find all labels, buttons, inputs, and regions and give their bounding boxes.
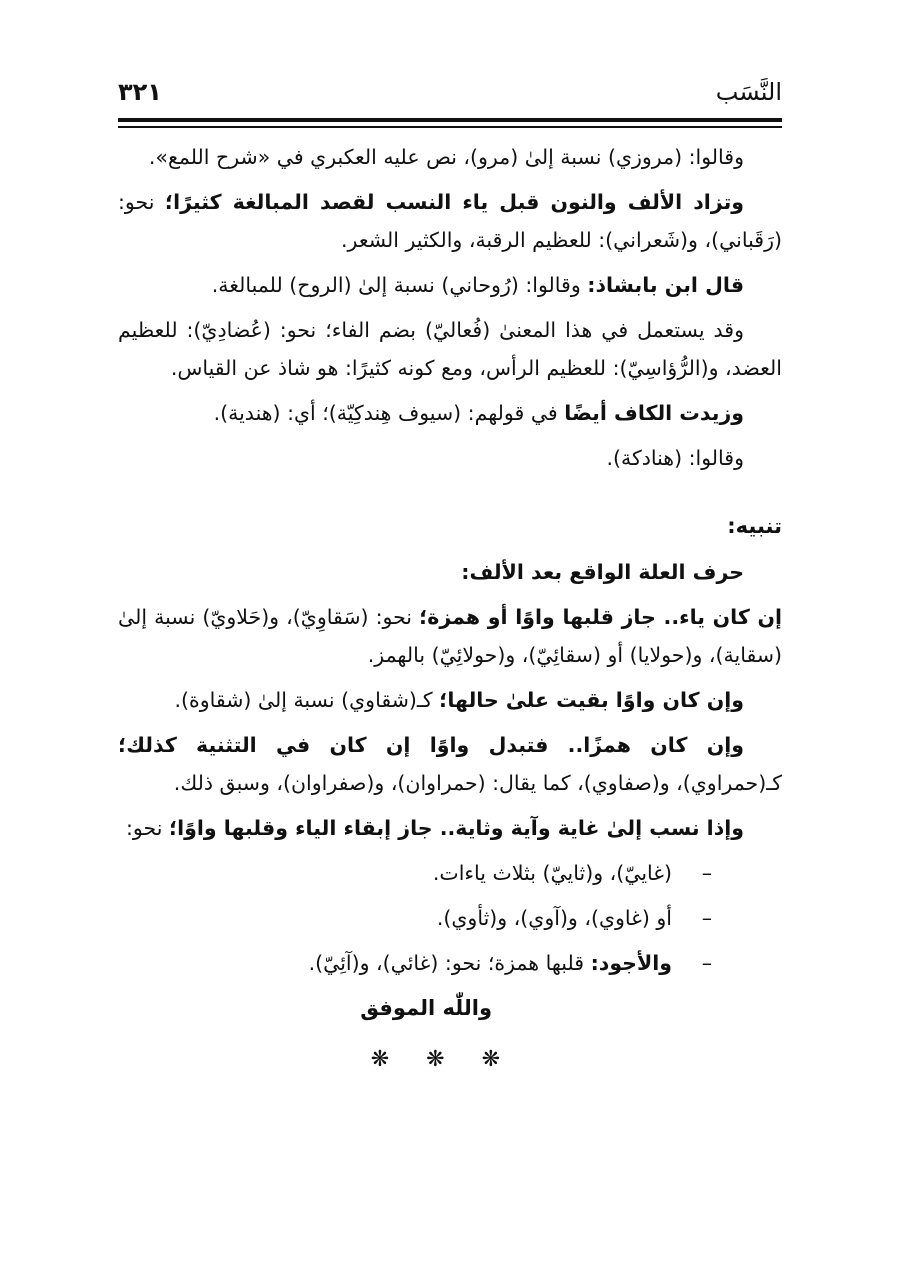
paragraph-text: كـ(شقاوي) نسبة إلىٰ (شقاوة). bbox=[174, 688, 440, 712]
closing-phrase: واللّٰه الموفق bbox=[360, 996, 492, 1020]
paragraph-text: وقد يستعمل في هذا المعنىٰ (فُعاليّ) بضم الفاء؛ نحو: (عُضادِيّ): للعظيم العضد، و(الرُّؤاسِيّ): للعظيم الرأس، ومع كونه كثيرًا: هو شاذ عن القياس. bbox=[118, 318, 782, 380]
list-item-lead: والأجود: bbox=[590, 951, 672, 975]
paragraph-if-waw bbox=[118, 681, 782, 719]
star-ornament-icon: ❋ bbox=[370, 1047, 390, 1072]
paragraph-lead: قال ابن بابشاذ: bbox=[587, 273, 744, 297]
list-item bbox=[118, 854, 712, 892]
list-item-text: (غاييّ)، و(ثاييّ) بثلاث ياءات. bbox=[432, 861, 672, 885]
paragraph-text: نحو: bbox=[125, 816, 169, 840]
paragraph-lead: وتزاد الألف والنون قبل ياء النسب لقصد المبالغة كثيرًا؛ bbox=[164, 190, 745, 214]
list-item-text: قلبها همزة؛ نحو: (غائي)، و(آئِيّ). bbox=[308, 951, 591, 975]
header-rule-thin bbox=[118, 126, 782, 128]
paragraph-kaf bbox=[118, 394, 782, 432]
paragraph-text: نحو: (رَقَباني)، و(شَعراني): للعظيم الرقبة، والكثير الشعر. bbox=[118, 190, 782, 252]
dash-marker: – bbox=[701, 861, 712, 885]
forms-list bbox=[118, 854, 782, 982]
paragraph-ibn-babshadh bbox=[118, 266, 782, 304]
paragraph-ghaya bbox=[118, 809, 782, 847]
paragraph-text: حرف العلة الواقع بعد الألف: bbox=[461, 560, 744, 584]
paragraph-lead: وإذا نسب إلىٰ غاية وآية وثاية.. جاز إبقاء الياء وقلبها واوًا؛ bbox=[168, 816, 744, 840]
star-ornament-icon: ❋ bbox=[481, 1047, 500, 1072]
paragraph-text: وقالوا: (هنادكة). bbox=[606, 446, 744, 470]
paragraph-lead: إن كان ياء.. جاز قلبها واوًا أو همزة؛ bbox=[419, 605, 783, 629]
list-item bbox=[118, 944, 712, 982]
paragraph-lead: وإن كان واوًا بقيت علىٰ حالها؛ bbox=[439, 688, 744, 712]
list-item bbox=[118, 899, 712, 937]
section-end-ornament bbox=[118, 1041, 782, 1079]
paragraph-text: وقالوا: (رُوحاني) نسبة إلىٰ (الروح) للمبالغة. bbox=[211, 273, 588, 297]
page-number: ٣٢١ bbox=[118, 78, 162, 106]
running-head bbox=[118, 78, 782, 112]
paragraph-alif-nun bbox=[118, 183, 782, 259]
paragraph-illa-letter bbox=[118, 553, 782, 591]
page-content bbox=[118, 138, 782, 1079]
paragraph-lead: وإن كان همزًا.. فتبدل واوًا إن كان في التثنية كذلك؛ bbox=[118, 733, 744, 757]
paragraph-hanadika bbox=[118, 439, 782, 477]
paragraph-lead: وزيدت الكاف أيضًا bbox=[564, 401, 744, 425]
paragraph-text: وقالوا: (مروزي) نسبة إلىٰ (مرو)، نص عليه العكبري في «شرح اللمع». bbox=[148, 145, 744, 169]
note-heading: تنبيه: bbox=[727, 514, 782, 538]
paragraph-if-ya bbox=[118, 598, 782, 674]
star-ornament-icon: ❋ bbox=[426, 1047, 445, 1072]
paragraph-if-hamza bbox=[118, 726, 782, 802]
list-item-text: أو (غاوي)، و(آوي)، و(ثأوي). bbox=[436, 906, 672, 930]
paragraph-text: كـ(حمراوي)، و(صفاوي)، كما يقال: (حمراوان)، و(صفراوان)، وسبق ذلك. bbox=[173, 771, 782, 795]
header-rule-thick bbox=[118, 118, 782, 122]
paragraph-fuali bbox=[118, 311, 782, 387]
running-head-title: النَّسَب bbox=[715, 78, 782, 106]
dash-marker: – bbox=[701, 906, 712, 930]
paragraph-text: نحو: (سَقاوِيّ)، و(حَلاويّ) نسبة إلىٰ (سقاية)، و(حولايا) أو (سقائِيّ)، و(حولائِيّ) بالهمز. bbox=[118, 605, 782, 667]
paragraph-marwazi bbox=[118, 138, 782, 176]
paragraph-text: في قولهم: (سيوف هِندكِيّة)؛ أي: (هندية). bbox=[213, 401, 565, 425]
dash-marker: – bbox=[701, 951, 712, 975]
